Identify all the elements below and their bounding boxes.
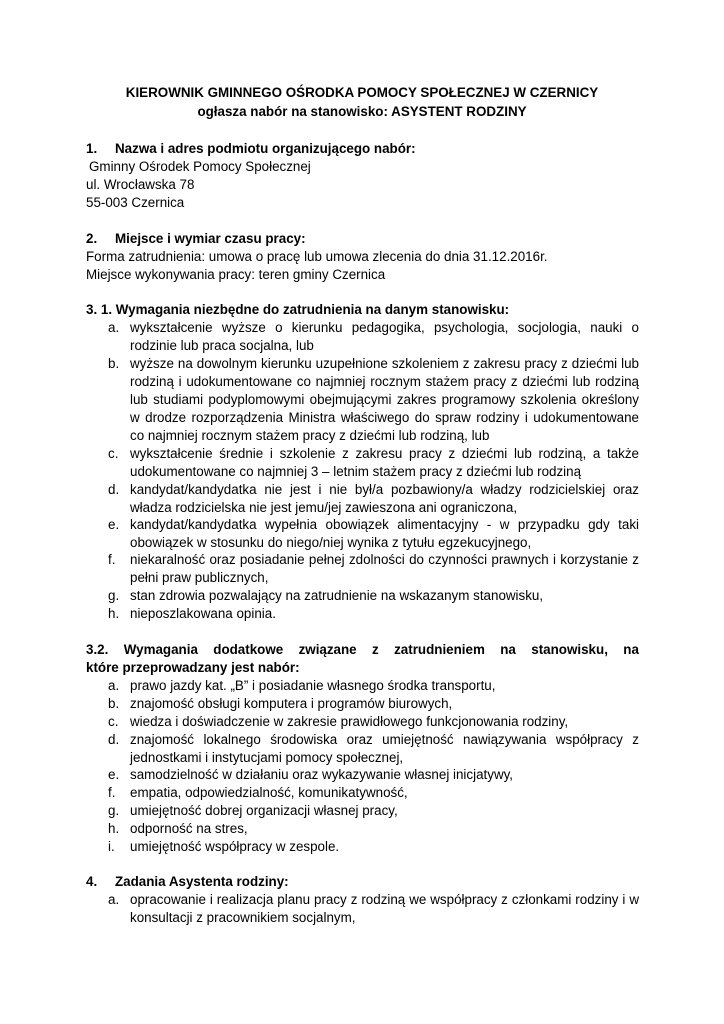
list-item (86, 551, 639, 587)
list-marker: e. (108, 517, 120, 532)
list-item (86, 355, 639, 445)
list-marker: h. (108, 821, 120, 836)
list-text: umiejętność dobrej organizacji własnej pracy, (130, 803, 398, 818)
list-text: opracowanie i realizacja planu pracy z rodziną we współpracy z członkami rodziny i w konsultacji z pracownikiem socjalnym, (130, 892, 639, 925)
section-1-heading: Nazwa i adres podmiotu organizującego nabór: (115, 141, 416, 156)
list-marker: d. (108, 732, 120, 747)
list-marker: h. (108, 606, 120, 621)
section-1-line: Gminny Ośrodek Pomocy Społecznej (89, 159, 311, 174)
list-item (86, 677, 639, 695)
list-marker: b. (108, 356, 120, 371)
list-item (86, 802, 639, 820)
list-text: znajomość obsługi komputera i programów biurowych, (130, 696, 453, 711)
section-2-line: Forma zatrudnienia: umowa o pracę lub umowa zlecenia do dnia 31.12.2016r. (86, 249, 548, 264)
list-marker: f. (108, 552, 116, 567)
list-text: prawo jazdy kat. „B” i posiadanie własnego środka transportu, (130, 678, 496, 693)
list-text: kandydat/kandydatka wypełnia obowiązek alimentacyjny - w przypadku gdy taki obowiązek w stosunku do niego/niej wynika z tytułu egzekucyjnego, (130, 517, 639, 550)
list-marker: c. (108, 446, 119, 461)
section-4-heading: Zadania Asystenta rodziny: (115, 874, 289, 889)
list-item (86, 695, 639, 713)
list-text: umiejętność współpracy w zespole. (130, 839, 340, 854)
document-subtitle: ogłasza nabór na stanowisko: ASYSTENT RODZINY (197, 104, 527, 119)
list-marker: a. (108, 892, 120, 907)
list-marker: b. (108, 696, 120, 711)
list-item (86, 605, 639, 623)
list-text: wiedza i doświadczenie w zakresie prawidłowego funkcjonowania rodziny, (130, 714, 569, 729)
section-1-line: 55-003 Czernica (86, 195, 185, 210)
list-item (86, 713, 639, 731)
document-title: KIEROWNIK GMINNEGO OŚRODKA POMOCY SPOŁECZNEJ W CZERNICY (125, 85, 599, 100)
list-marker: i. (108, 839, 115, 854)
section-2-line: Miejsce wykonywania pracy: teren gminy Czernica (86, 267, 386, 282)
list-item (86, 766, 639, 784)
list-item (86, 445, 639, 481)
list-marker: d. (108, 482, 120, 497)
list-text: niekaralność oraz posiadanie pełnej zdolności do czynności prawnych i korzystanie z pełni praw publicznych, (130, 552, 639, 585)
list-marker: g. (108, 803, 120, 818)
section-2-heading: Miejsce i wymiar czasu pracy: (115, 231, 306, 246)
section-3-2-heading: 3.2. Wymagania dodatkowe związane z zatrudnieniem na stanowisku, na (86, 642, 639, 657)
section-3-1-heading: 3. 1. Wymagania niezbędne do zatrudnienia na danym stanowisku: (86, 302, 510, 317)
section-2-number: 2. (86, 231, 98, 246)
list-text: wykształcenie wyższe o kierunku pedagogika, psychologia, socjologia, nauki o rodzinie lub praca socjalna, lub (130, 320, 639, 353)
list-marker: g. (108, 588, 120, 603)
list-text: wykształcenie średnie i szkolenie z zakresu pracy z dziećmi lub rodziną, a także udokumentowane co najmniej 3 – letnim stażem pracy z dziećmi lub rodziną (130, 446, 639, 479)
list-text: empatia, odpowiedzialność, komunikatywność, (130, 785, 408, 800)
list-text: odporność na stres, (130, 821, 248, 836)
list-text: znajomość lokalnego środowiska oraz umiejętność nawiązywania współpracy z jednostkami i instytucjami pomocy społecznej, (130, 732, 639, 765)
list-item (86, 784, 639, 802)
list-text: samodzielność w działaniu oraz wykazywanie własnej inicjatywy, (130, 767, 514, 782)
list-marker: e. (108, 767, 120, 782)
list-marker: f. (108, 785, 116, 800)
list-item (86, 516, 639, 552)
list-item (86, 587, 639, 605)
section-1-number: 1. (86, 141, 98, 156)
list-item (86, 731, 639, 767)
list-item (86, 838, 639, 856)
list-item (86, 319, 639, 355)
list-text: kandydat/kandydatka nie jest i nie był/a pozbawiony/a władzy rodzicielskiej oraz władza rodzicielska nie jest jemu/jej zawieszona ani ograniczona, (130, 482, 639, 515)
list-item (86, 820, 639, 838)
section-1-line: ul. Wrocławska 78 (86, 177, 195, 192)
list-text: wyższe na dowolnym kierunku uzupełnione szkoleniem z zakresu pracy z dziećmi lub rodziną i udokumentowane co najmniej rocznym stażem pracy z dziećmi lub rodziną lub studiami podyplomowymi obejmującymi zakres programowy szkolenia określony w drodze rozporządzenia Ministra właściwego do spraw rodziny i udokumentowane co najmniej rocznym stażem pracy z dziećmi lub rodziną, lub (130, 356, 639, 443)
list-marker: c. (108, 714, 119, 729)
section-4-number: 4. (86, 874, 98, 889)
list-marker: a. (108, 320, 120, 335)
list-item (86, 891, 639, 927)
list-text: stan zdrowia pozwalający na zatrudnienie na wskazanym stanowisku, (130, 588, 544, 603)
list-marker: a. (108, 678, 120, 693)
section-3-2-heading-cont: które przeprowadzany jest nabór: (86, 660, 300, 675)
list-item (86, 481, 639, 517)
list-text: nieposzlakowana opinia. (130, 606, 276, 621)
